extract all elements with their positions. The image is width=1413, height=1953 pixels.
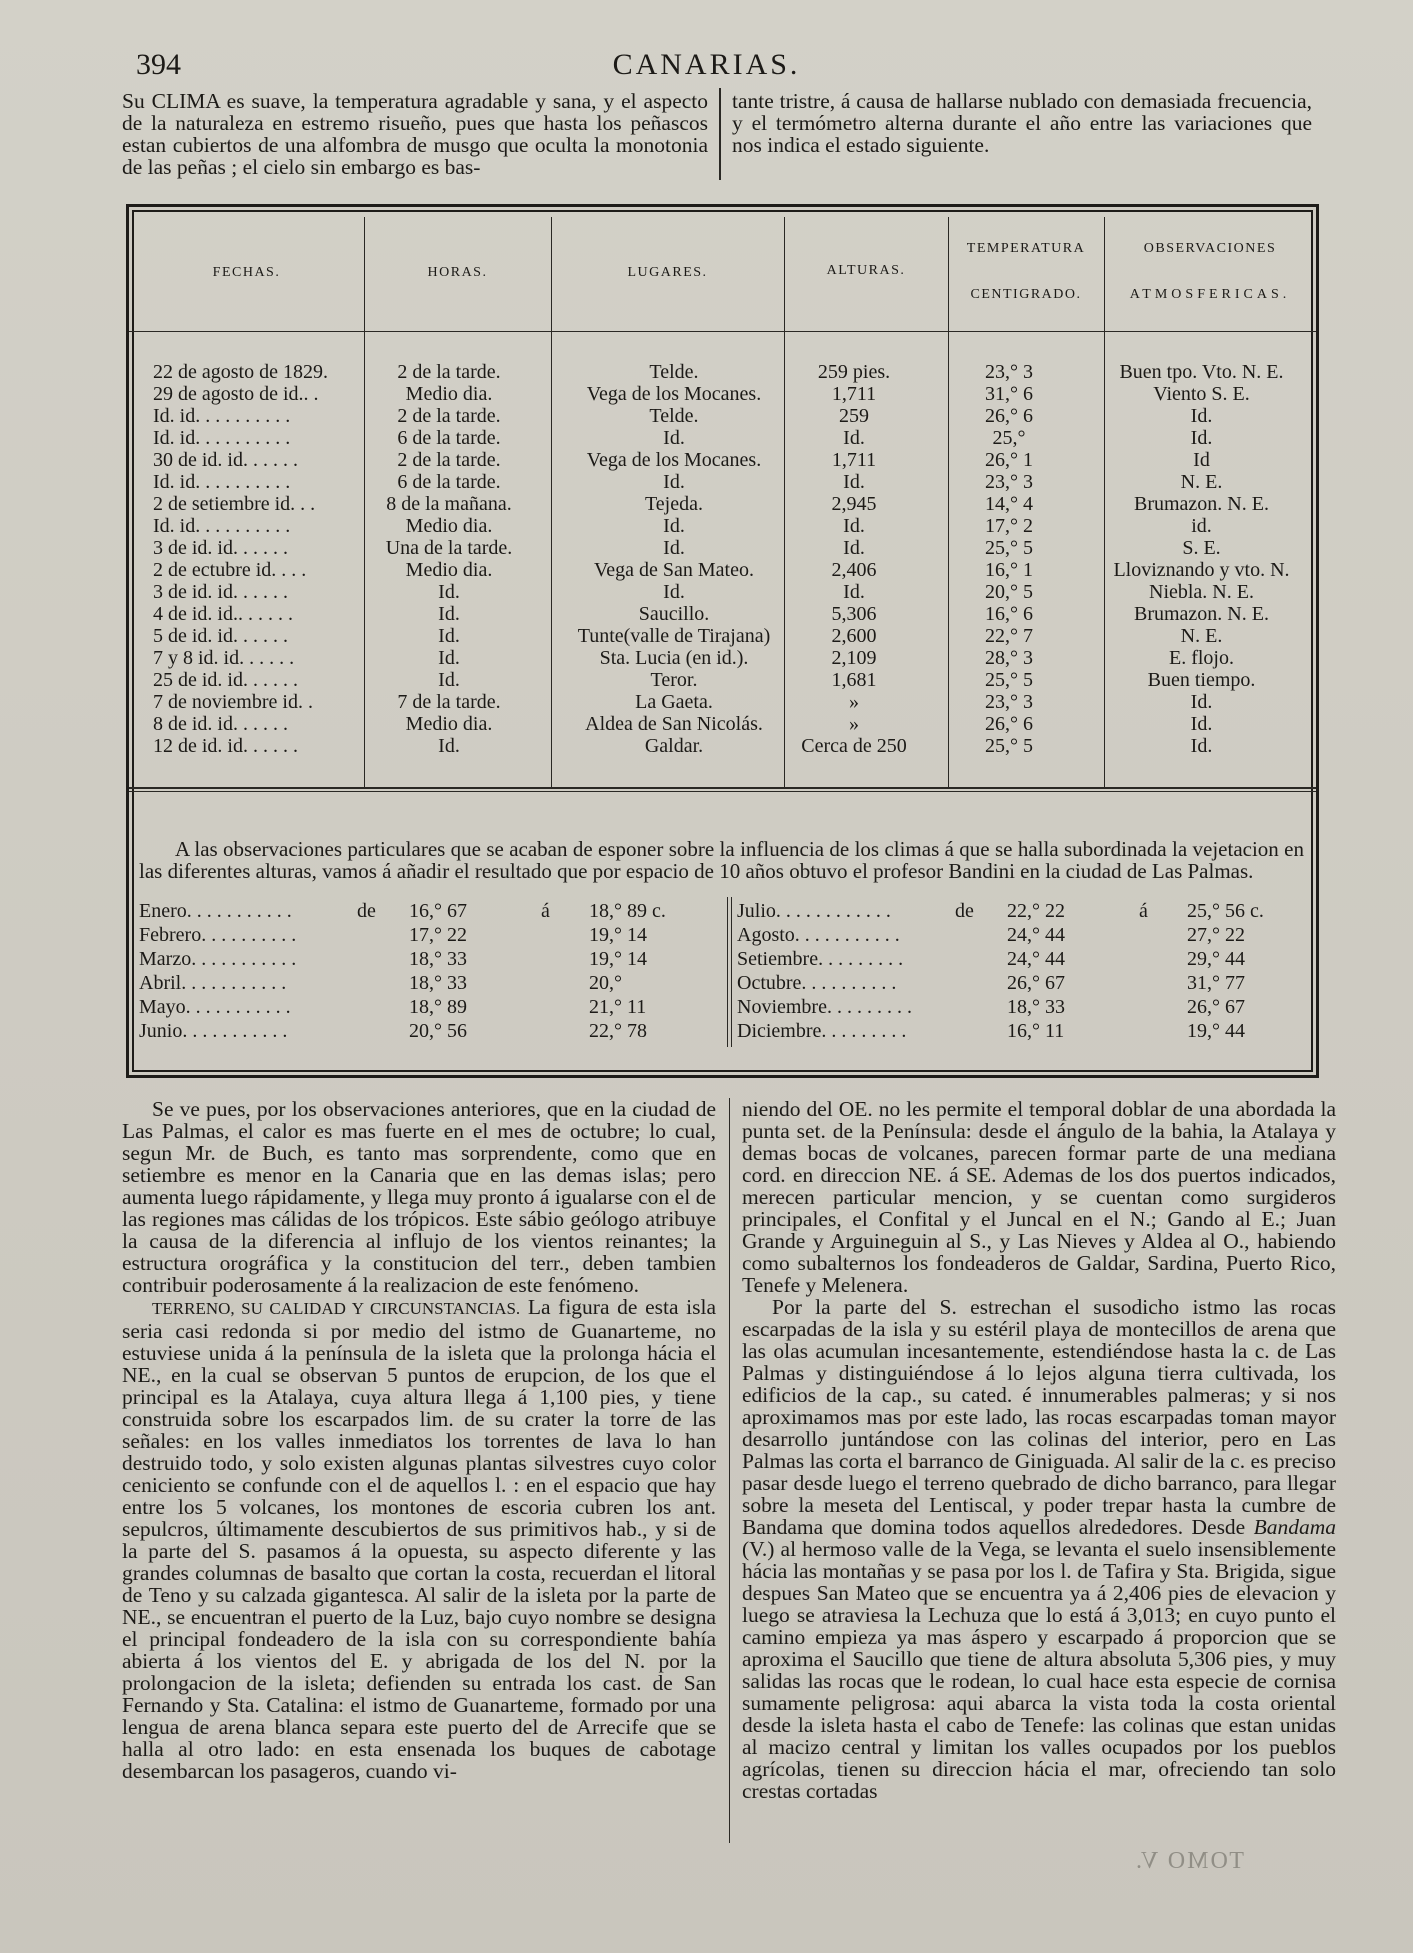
cell-fecha: 3 de id. id. . . . . . [153, 581, 288, 603]
month-min: 16,° 67 [409, 900, 467, 922]
cell-fecha: 3 de id. id. . . . . . [153, 537, 288, 559]
month-min: 18,° 33 [409, 948, 467, 970]
cell-altura: 5,306 [831, 603, 877, 625]
cell-obs: Buen tpo. Vto. N. E. [1119, 361, 1284, 383]
cell-altura: 259 [839, 405, 869, 427]
month-mes: Febrero. . . . . . . . . . [139, 924, 297, 946]
month-max: 19,° 44 [1187, 1020, 1245, 1042]
cell-lugar: Saucillo. [638, 603, 710, 625]
cell-fecha: 29 de agosto de id.. . [153, 383, 319, 405]
cell-temp: 28,° 3 [985, 647, 1033, 669]
cell-obs: N. E. [1180, 471, 1223, 493]
table-row [129, 625, 1316, 647]
cell-lugar: La Gaeta. [635, 691, 713, 713]
cell-obs: E. flojo. [1169, 647, 1234, 669]
cell-lugar: Galdar. [644, 735, 704, 757]
cell-temp: 14,° 4 [985, 493, 1033, 515]
cell-lugar: Id. [663, 581, 685, 603]
cell-obs: Id [1193, 449, 1210, 471]
cell-temp: 16,° 6 [985, 603, 1033, 625]
month-min: 18,° 33 [1007, 996, 1065, 1018]
body-right-paragraph-2a: Por la parte del S. estrechan el susodicho istmo las rocas escarpadas de la isla y su estéril playa de montecillos de arena que las olas acumulan incesantemente, estendiéndose hasta la c. de Las Palmas y distinguiéndose á lo lejos alguna tierra cultivada, los edificios de la cap., su cated. é innumerables palmeras; y si nos aproximamos mas por este lado, las rocas escarpadas toman mayor desarrollo juntándose con las colinas del interior, pero en Las Palmas las corta el barranco de Giniguada. Al salir de la c. es preciso pasar desde luego el terreno quebrado de dicho barranco, para llegar sobre la meseta del Lentiscal, y poder trepar hasta la cumbre de Bandama que domina todos aquellos alrededores. Desde [742, 1295, 1336, 1539]
table-row [129, 449, 1316, 471]
month-mes: Agosto. . . . . . . . . . . [737, 924, 900, 946]
month-max: 29,° 44 [1187, 948, 1245, 970]
cell-hora: Id. [438, 603, 460, 625]
cell-lugar: Id. [663, 515, 685, 537]
month-row [129, 971, 709, 995]
cell-lugar: Teror. [650, 669, 698, 691]
cell-altura: 2,945 [831, 493, 877, 515]
cell-fecha: 7 y 8 id. id. . . . . . [153, 647, 295, 669]
cell-obs: Id. [1190, 691, 1213, 713]
month-max: 21,° 11 [589, 996, 647, 1018]
volume-mark: TOMO V. [1134, 1848, 1245, 1874]
cell-hora: Id. [438, 581, 460, 603]
month-mes: Abril. . . . . . . . . . . [139, 972, 287, 994]
cell-hora: 2 de la tarde. [397, 405, 501, 427]
header-lugares: LUGARES. [627, 265, 708, 280]
intro-left-paragraph: Su CLIMA es suave, la temperatura agradable y sana, y el aspecto de la naturaleza en estremo risueño, pues que hasta los peñascos estan cubiertos de una alfombra de musgo que oculta la monotonia de las peñas ; el cielo sin embargo es bas- [122, 89, 708, 179]
table-row [129, 427, 1316, 449]
cell-obs: Niebla. N. E. [1149, 581, 1254, 603]
table-row [129, 559, 1316, 581]
body-right-column [742, 1098, 1336, 1802]
month-min: 22,° 22 [1007, 900, 1065, 922]
section-heading: TERRENO, SU CALIDAD Y CIRCUNSTANCIAS. [152, 1299, 521, 1318]
column-divider-top [719, 88, 721, 180]
cell-temp: 23,° 3 [985, 471, 1033, 493]
month-max: 22,° 78 [589, 1020, 647, 1042]
cell-lugar: Id. [663, 537, 685, 559]
body-left-paragraph-2 [122, 1296, 716, 1782]
a-label: á [1139, 900, 1148, 922]
cell-lugar: Tunte(valle de Tirajana) [577, 625, 771, 647]
month-row [129, 947, 709, 971]
cell-hora: Id. [438, 735, 460, 757]
cell-temp: 16,° 1 [985, 559, 1033, 581]
cell-fecha: Id. id. . . . . . . . . . [153, 427, 291, 449]
header-atmosfericas: ATMOSFERICAS. [1129, 287, 1291, 302]
months-divider [727, 897, 728, 1047]
cell-hora: Medio dia. [405, 515, 493, 537]
table-row [129, 581, 1316, 603]
month-row [727, 971, 1307, 995]
month-max: 19,° 14 [589, 924, 647, 946]
header-fechas: FECHAS. [212, 265, 281, 280]
bandini-intro: A las observaciones particulares que se acaban de esponer sobre la influencia de los climas á que se halla subordinada la vejetacion en las diferentes alturas, vamos á añadir el resultado que por espacio de 10 años obtuvo el profesor Bandini en la ciudad de Las Palmas. [139, 837, 1304, 883]
month-max: 25,° 56 c. [1187, 900, 1264, 922]
month-max: 31,° 77 [1187, 972, 1245, 994]
cell-hora: 6 de la tarde. [397, 427, 501, 449]
month-row [129, 899, 709, 923]
month-row [727, 947, 1307, 971]
month-min: 16,° 11 [1007, 1020, 1065, 1042]
header-alturas: ALTURAS. [826, 263, 906, 278]
cell-temp: 22,° 7 [985, 625, 1033, 647]
cell-temp: 31,° 6 [985, 383, 1033, 405]
cell-lugar: Tejeda. [644, 493, 703, 515]
table-row [129, 647, 1316, 669]
cell-hora: Id. [438, 625, 460, 647]
month-row [727, 899, 1307, 923]
month-row [727, 923, 1307, 947]
month-mes: Mayo. . . . . . . . . . . [139, 996, 291, 1018]
month-row [129, 995, 709, 1019]
cell-hora: 2 de la tarde. [397, 361, 501, 383]
cell-lugar: Telde. [649, 405, 699, 427]
cell-altura: Id. [843, 427, 865, 449]
table-row [129, 515, 1316, 537]
cell-temp: 25,° [992, 427, 1026, 449]
cell-altura: Cerca de 250 [801, 735, 907, 757]
body-right-paragraph-1: niendo del OE. no les permite el temporal doblar de una abordada la punta set. de la Península: desde el ángulo de la bahia, la Atalaya y demas bocas de volcanes, parecen formar parte de una mediana cord. en direccion NE. á SE. Ademas de los dos puertos indicados, merecen particular mencion, y se cuentan como surgideros principales, el Confital y el Juncal en el N.; Gando al E.; Juan Grande y Arguineguin al S., y Las Nieves y Aldea al O., habiendo como subalternos los fondeaderos de Galdar, Sardina, Puerto Rico, Tenefe y Melenera. [742, 1097, 1336, 1297]
cell-lugar: Sta. Lucia (en id.). [599, 647, 749, 669]
cell-obs: id. [1191, 515, 1212, 537]
cell-fecha: 5 de id. id. . . . . . [153, 625, 288, 647]
cell-temp: 20,° 5 [985, 581, 1033, 603]
cell-obs: N. E. [1180, 625, 1223, 647]
cell-temp: 23,° 3 [985, 691, 1033, 713]
cell-obs: Id. [1190, 427, 1213, 449]
month-mes: Marzo. . . . . . . . . . . [139, 948, 297, 970]
months-divider [731, 897, 732, 1047]
table-bottom-rule [129, 791, 1316, 792]
cell-hora: 2 de la tarde. [397, 449, 501, 471]
body-left-paragraph-1: Se ve pues, por los observaciones anteriores, que en la ciudad de Las Palmas, el calor es mas fuerte en el mes de octubre; lo cual, segun Mr. de Buch, es tanto mas sorprendente, como que en setiembre es menor en la Canaria que en las demas islas; pero aumenta luego rápidamente, y llega muy pronto á igualarse con el de las regiones mas cálidas de los trópicos. Este sábio geólogo atribuye la causa de la diferencia al influjo de los vientos reinantes; la estructura orográfica y la constitucion del terr., deben tambien contribuir poderosamente á la realizacion de este fenómeno. [122, 1097, 716, 1297]
de-label: de [955, 900, 974, 922]
cell-hora: 8 de la mañana. [386, 493, 512, 515]
body-left-column [122, 1098, 716, 1782]
cell-obs: Buen tiempo. [1147, 669, 1256, 691]
cell-temp: 17,° 2 [985, 515, 1033, 537]
table-row [129, 383, 1316, 405]
cell-temp: 26,° 6 [985, 405, 1033, 427]
cell-obs: S. E. [1182, 537, 1221, 559]
table-bottom-rule [129, 787, 1316, 789]
month-row [727, 995, 1307, 1019]
month-row [129, 923, 709, 947]
month-mes: Junio. . . . . . . . . . . [139, 1020, 288, 1042]
cell-hora: Medio dia. [405, 713, 493, 735]
header-centigrado: CENTIGRADO. [970, 287, 1082, 302]
header-temperatura: TEMPERATURA [966, 241, 1086, 256]
cell-altura: 259 pies. [817, 361, 891, 383]
cell-temp: 26,° 1 [985, 449, 1033, 471]
intro-right-paragraph: tante tristre, á causa de hallarse nublado con demasiada frecuencia, y el termómetro alterna durante el año entre las variaciones que nos indica el estado siguiente. [732, 89, 1312, 157]
cell-fecha: Id. id. . . . . . . . . . [153, 405, 291, 427]
a-label: á [541, 900, 550, 922]
cell-fecha: 2 de ectubre id. . . . [153, 559, 307, 581]
month-min: 24,° 44 [1007, 948, 1065, 970]
month-max: 26,° 67 [1187, 996, 1245, 1018]
cell-altura: 2,109 [831, 647, 877, 669]
cell-altura: » [849, 713, 859, 735]
page-number: 394 [136, 48, 181, 81]
month-min: 18,° 33 [409, 972, 467, 994]
cell-lugar: Vega de los Mocanes. [586, 383, 762, 405]
cell-altura: Id. [843, 471, 865, 493]
month-max: 27,° 22 [1187, 924, 1245, 946]
month-row [129, 1019, 709, 1043]
cell-hora: Id. [438, 669, 460, 691]
cell-hora: Id. [438, 647, 460, 669]
table-row [129, 603, 1316, 625]
header-horas: HORAS. [427, 265, 488, 280]
month-row [727, 1019, 1307, 1043]
body-right-paragraph-2 [742, 1296, 1336, 1802]
month-mes: Enero. . . . . . . . . . . [139, 900, 292, 922]
cell-fecha: 4 de id. id.. . . . . . [153, 603, 293, 625]
table-row [129, 471, 1316, 493]
cell-fecha: Id. id. . . . . . . . . . [153, 515, 291, 537]
cell-altura: Id. [843, 581, 865, 603]
month-mes: Julio. . . . . . . . . . . . [737, 900, 891, 922]
de-label: de [357, 900, 376, 922]
cell-altura: 1,711 [831, 449, 877, 471]
month-max: 19,° 14 [589, 948, 647, 970]
header-observaciones: OBSERVACIONES [1143, 241, 1277, 256]
cell-hora: Medio dia. [405, 559, 493, 581]
table-row [129, 537, 1316, 559]
cell-lugar: Id. [663, 471, 685, 493]
cell-obs: Viento S. E. [1153, 383, 1250, 405]
cell-obs: Id. [1190, 735, 1213, 757]
month-mes: Diciembre. . . . . . . . . [737, 1020, 907, 1042]
cell-altura: 1,681 [831, 669, 877, 691]
cell-temp: 25,° 5 [985, 537, 1033, 559]
climate-table [126, 204, 1319, 1078]
month-min: 17,° 22 [409, 924, 467, 946]
cell-altura: 2,406 [831, 559, 877, 581]
cell-obs: Id. [1190, 405, 1213, 427]
body-left-paragraph-2-text: La figura de esta isla seria casi redonda si por medio del istmo de Guanarteme, no estuviese unida á la península de la isleta que la prolonga hácia el NE., en la cual se observan 5 puntos de erupcion, de los que el principal es la Atalaya, cuya altura llega á 1,100 pies, y tiene construida sobre los escarpados lim. de su crater la torre de las señales: en los valles inmediatos los torrentes de lava lo han destruido todo, y solo existen algunas plantas silvestres cuyo color ceniciento se confunde con el de aquellos l. : en el espacio que hay entre los 5 volcanes, los montones de escoria cubren los ant. sepulcros, últimamente descubiertos de sus primitivos hab., y si de la parte del S. pasamos á la opuesta, su aspecto diferente y las grandes columnas de basalto que cortan la costa, recuerdan el litoral de Teno y su calzada gigantesca. Al salir de la isleta por la parte de NE., se encuentran el puerto de la Luz, bajo cuyo nombre se designa el principal fondeadero de la isla con su correspondiente bahía abierta á los vientos del E. y abrigada de los del N. por la prolongacion de la isleta; defienden su entrada los cast. de San Fernando y Sta. Catalina: el istmo de Guanarteme, formado por una lengua de arena blanca separa este puerto del de Arrecife que se halla al otro lado: en esta ensenada los buques de cabotage desembarcan los pasageros, cuando vi- [122, 1295, 716, 1783]
table-row [129, 713, 1316, 735]
cell-hora: 7 de la tarde. [397, 691, 501, 713]
table-row [129, 669, 1316, 691]
month-mes: Octubre. . . . . . . . . . [737, 972, 897, 994]
cell-altura: 1,711 [831, 383, 877, 405]
month-mes: Setiembre. . . . . . . . . [737, 948, 904, 970]
cell-obs: Lloviznando y vto. N. [1113, 559, 1290, 581]
cell-lugar: Id. [663, 427, 685, 449]
body-right-paragraph-2b: (V.) al hermoso valle de la Vega, se levanta el suelo insensiblemente hácia las montañas y se pasa por los l. de Tafira y Sta. Brigida, sigue despues San Mateo que se encuentra ya á 2,406 pies de elevacion y luego se atraviesa la Lechuza que lo está á 3,013; en cuyo punto el camino empieza ya mas áspero y escarpado á proporcion que se aproxima el Saucillo que tiene de altura absoluta 5,306 pies, y muy salidas las rocas que le rodean, lo cual hace esta especie de cornisa sumamente peligrosa: aqui abarca la vista toda la costa oriental desde la isleta hasta el cabo de Tenefe: las colinas que estan unidas al macizo central y limitan los valles ocupados por los pueblos agrícolas, tienen su direccion hácia el mar, ofreciendo tan solo crestas cortadas [742, 1537, 1336, 1803]
cell-hora: Una de la tarde. [385, 537, 513, 559]
table-row [129, 735, 1316, 757]
cell-lugar: Vega de los Mocanes. [586, 449, 762, 471]
table-header-rule [129, 331, 1316, 332]
cell-temp: 26,° 6 [985, 713, 1033, 735]
cell-altura: 2,600 [831, 625, 877, 647]
cell-temp: 23,° 3 [985, 361, 1033, 383]
month-max: 18,° 89 c. [589, 900, 666, 922]
cell-fecha: 12 de id. id. . . . . . [153, 735, 298, 757]
cell-obs: Brumazon. N. E. [1134, 603, 1269, 625]
table-row [129, 361, 1316, 383]
cell-temp: 25,° 5 [985, 669, 1033, 691]
cell-altura: Id. [843, 537, 865, 559]
month-mes: Noviembre. . . . . . . . . [737, 996, 912, 1018]
column-divider-body [729, 1098, 730, 1843]
table-row [129, 405, 1316, 427]
month-min: 24,° 44 [1007, 924, 1065, 946]
cell-obs: Brumazon. N. E. [1134, 493, 1269, 515]
cell-fecha: 22 de agosto de 1829. [153, 361, 328, 383]
cell-fecha: 25 de id. id. . . . . . [153, 669, 298, 691]
cell-temp: 25,° 5 [985, 735, 1033, 757]
cell-lugar: Telde. [649, 361, 699, 383]
cell-altura: » [849, 691, 859, 713]
bandama-italic: Bandama [1253, 1515, 1337, 1539]
cell-lugar: Vega de San Mateo. [594, 559, 754, 581]
month-max: 20,° [589, 972, 622, 994]
cell-altura: Id. [843, 515, 865, 537]
cell-fecha: 7 de noviembre id. . [153, 691, 313, 713]
cell-hora: 6 de la tarde. [397, 471, 501, 493]
cell-obs: Id. [1190, 713, 1213, 735]
month-min: 18,° 89 [409, 996, 467, 1018]
table-row [129, 493, 1316, 515]
table-row [129, 691, 1316, 713]
month-min: 20,° 56 [409, 1020, 467, 1042]
month-min: 26,° 67 [1007, 972, 1065, 994]
cell-hora: Medio dia. [405, 383, 493, 405]
cell-fecha: 2 de setiembre id. . . [153, 493, 316, 515]
cell-fecha: 8 de id. id. . . . . . [153, 713, 288, 735]
cell-lugar: Aldea de San Nicolás. [585, 713, 763, 735]
page-title: CANARIAS. [612, 48, 801, 81]
cell-fecha: 30 de id. id. . . . . . [153, 449, 298, 471]
cell-fecha: Id. id. . . . . . . . . . [153, 471, 291, 493]
